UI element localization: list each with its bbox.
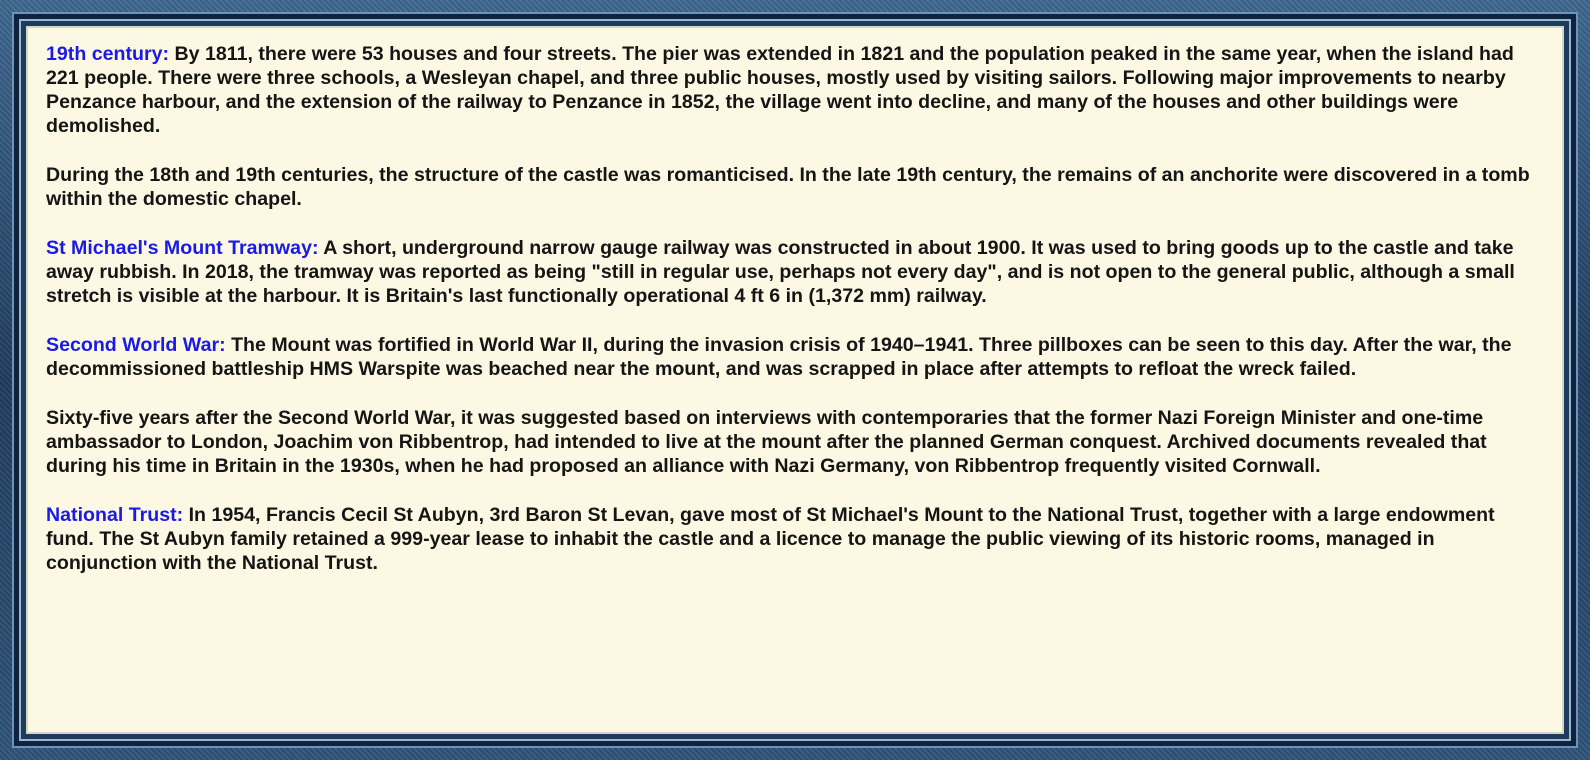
paragraph-19th-century [46, 42, 1544, 138]
paragraph-text: A short, underground narrow gauge railway was constructed in about 1900. It was used to bring goods up to the castle and take away rubbish. In 2018, the tramway was reported as being "still in regular use, perhaps not every day", and is not open to the general public, although a small stretch is visible at the harbour. It is Britain's last functionally operational 4 ft 6 in (1,372 mm) railway. [46, 237, 1515, 307]
paragraph-label: National Trust: [46, 504, 184, 526]
paragraph-tramway [46, 236, 1544, 308]
paragraph-national-trust [46, 503, 1544, 575]
paragraph-text: Sixty-five years after the Second World War, it was suggested based on interviews with contemporaries that the former Nazi Foreign Minister and one-time ambassador to London, Joachim von Ribbentrop, had intended to live at the mount after the planned German conquest. Archived documents revealed that during his time in Britain in the 1930s, when he had proposed an alliance with Nazi Germany, von Ribbentrop frequently visited Cornwall. [46, 407, 1487, 477]
paragraph-second-world-war [46, 333, 1544, 381]
paragraph-text: During the 18th and 19th centuries, the structure of the castle was romanticised. In the late 19th century, the remains of an anchorite were discovered in a tomb within the domestic chapel. [46, 164, 1530, 210]
frame-border [14, 14, 1576, 746]
paragraph-castle-romanticised [46, 163, 1544, 211]
paragraph-text: The Mount was fortified in World War II, during the invasion crisis of 1940–1941. Three pillboxes can be seen to this day. After the war, the decommissioned battleship HMS Warspite was beached near the mount, and was scrapped in place after attempts to refloat the wreck failed. [46, 334, 1512, 380]
text-panel [26, 26, 1564, 734]
paragraph-label: 19th century: [46, 43, 170, 65]
paragraph-label: Second World War: [46, 334, 226, 356]
paragraph-text: In 1954, Francis Cecil St Aubyn, 3rd Baron St Levan, gave most of St Michael's Mount to the National Trust, together with a large endowment fund. The St Aubyn family retained a 999-year lease to inhabit the castle and a licence to manage the public viewing of its historic rooms, managed in conjunction with the National Trust. [46, 504, 1495, 574]
paragraph-label: St Michael's Mount Tramway: [46, 237, 319, 259]
paragraph-ribbentrop [46, 406, 1544, 478]
paragraph-text: By 1811, there were 53 houses and four streets. The pier was extended in 1821 and the population peaked in the same year, when the island had 221 people. There were three schools, a Wesleyan chapel, and three public houses, mostly used by visiting sailors. Following major improvements to nearby Penzance harbour, and the extension of the railway to Penzance in 1852, the village went into decline, and many of the houses and other buildings were demolished. [46, 43, 1514, 137]
